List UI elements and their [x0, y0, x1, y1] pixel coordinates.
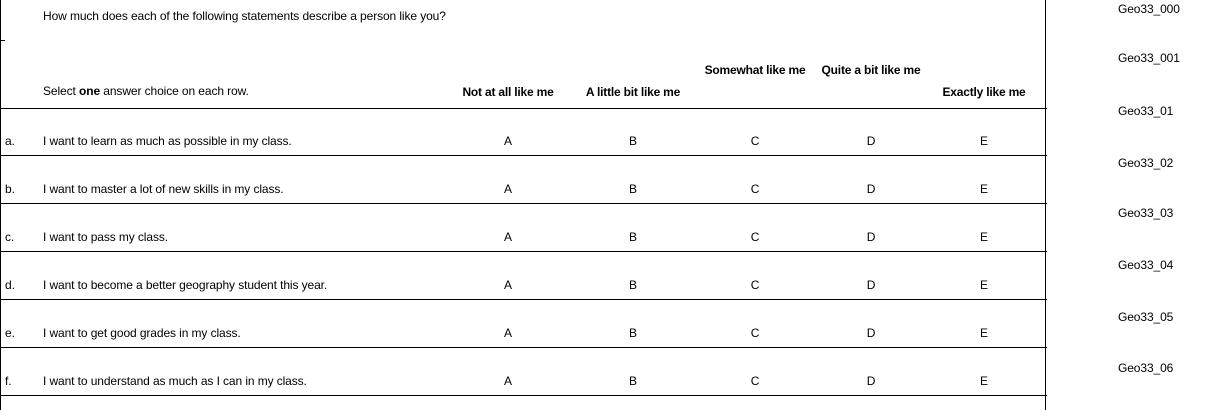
option-d[interactable]: D	[866, 134, 876, 148]
table-row	[1, 156, 1047, 204]
option-c[interactable]: C	[750, 326, 760, 340]
left-edge-tick	[1, 40, 5, 41]
option-e[interactable]: E	[980, 182, 988, 196]
row-letter: c.	[5, 230, 15, 244]
variable-name: Geo33_02	[1118, 156, 1174, 170]
variable-name: Geo33_05	[1118, 310, 1174, 324]
option-e[interactable]: E	[980, 326, 988, 340]
option-b[interactable]: B	[629, 182, 637, 196]
column-header-exactly: Exactly like me	[942, 85, 1026, 99]
option-c[interactable]: C	[750, 278, 760, 292]
option-b[interactable]: B	[629, 326, 637, 340]
option-b[interactable]: B	[629, 134, 637, 148]
variable-name: Geo33_001	[1118, 51, 1180, 65]
row-letter: d.	[5, 278, 15, 292]
row-statement: I want to master a lot of new skills in my class.	[43, 182, 284, 196]
option-e[interactable]: E	[980, 278, 988, 292]
column-header-quite-a-bit: Quite a bit like me	[821, 63, 921, 77]
column-header-somewhat: Somewhat like me	[704, 63, 806, 77]
option-b[interactable]: B	[629, 230, 637, 244]
row-letter: e.	[5, 326, 15, 340]
option-c[interactable]: C	[750, 230, 760, 244]
option-b[interactable]: B	[629, 278, 637, 292]
row-statement: I want to pass my class.	[43, 230, 168, 244]
option-e[interactable]: E	[980, 134, 988, 148]
table-row	[1, 348, 1047, 410]
option-d[interactable]: D	[866, 278, 876, 292]
column-header-a-little-bit: A little bit like me	[585, 85, 681, 99]
variable-name: Geo33_06	[1118, 361, 1174, 375]
option-a[interactable]: A	[504, 326, 512, 340]
option-d[interactable]: D	[866, 230, 876, 244]
survey-prompt: How much does each of the following statements describe a person like you?	[43, 9, 446, 23]
instruction-emphasis: one	[79, 84, 101, 98]
variable-name: Geo33_03	[1118, 206, 1174, 220]
table-row	[1, 204, 1047, 252]
option-c[interactable]: C	[750, 182, 760, 196]
instruction-prefix: Select	[43, 84, 79, 98]
option-b[interactable]: B	[629, 374, 637, 388]
row-letter: b.	[5, 182, 15, 196]
variable-name: Geo33_04	[1118, 258, 1174, 272]
option-d[interactable]: D	[866, 326, 876, 340]
option-d[interactable]: D	[866, 374, 876, 388]
option-a[interactable]: A	[504, 182, 512, 196]
survey-instruction	[43, 84, 249, 98]
row-statement: I want to become a better geography student this year.	[43, 278, 328, 292]
row-statement: I want to learn as much as possible in my class.	[43, 134, 292, 148]
option-a[interactable]: A	[504, 230, 512, 244]
option-a[interactable]: A	[504, 374, 512, 388]
option-a[interactable]: A	[504, 134, 512, 148]
row-letter: a.	[5, 134, 15, 148]
instruction-suffix: answer choice on each row.	[100, 84, 249, 98]
row-letter: f.	[5, 374, 12, 388]
row-statement: I want to get good grades in my class.	[43, 326, 241, 340]
option-e[interactable]: E	[980, 230, 988, 244]
option-e[interactable]: E	[980, 374, 988, 388]
variable-name: Geo33_01	[1118, 104, 1174, 118]
variable-name: Geo33_000	[1118, 2, 1180, 16]
row-statement: I want to understand as much as I can in my class.	[43, 374, 307, 388]
table-row	[1, 108, 1047, 156]
option-a[interactable]: A	[504, 278, 512, 292]
column-header-not-at-all: Not at all like me	[462, 85, 554, 99]
option-c[interactable]: C	[750, 374, 760, 388]
table-row	[1, 300, 1047, 348]
table-row	[1, 252, 1047, 300]
option-c[interactable]: C	[750, 134, 760, 148]
row-divider	[1, 395, 1047, 396]
option-d[interactable]: D	[866, 182, 876, 196]
variable-name-column	[1118, 0, 1218, 410]
